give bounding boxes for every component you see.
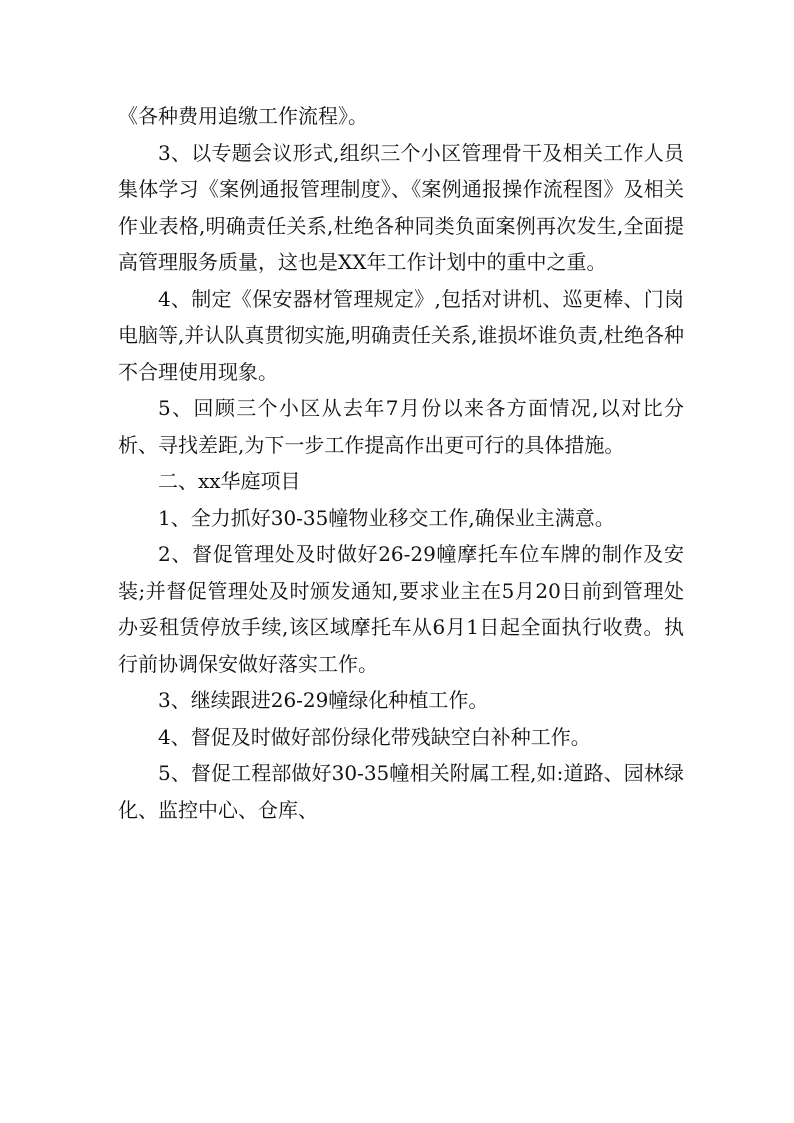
paragraph-item-1: 1、全力抓好30-35幢物业移交工作,确保业主满意。 [158, 505, 615, 530]
paragraph-item-3: 3、以专题会议形式,组织三个小区管理骨干及相关工作人员集体学习《案例通报管理制度》、《案例通报操作流程图》及相关作业表格,明确责任关系,杜绝各种同类负面案例再次发生,全面提高管理服务质量，这也是XX年工作计划中的重中之重。 [118, 140, 684, 274]
section-heading: 二、xx华庭项目 [158, 469, 301, 493]
paragraph-item-4b: 4、督促及时做好部份绿化带残缺空白补种工作。 [158, 724, 591, 749]
paragraph-item-4: 4、制定《保安器材管理规定》,包括对讲机、巡更棒、门岗电脑等,并认队真贯彻实施,明确责任关系,谁损坏谁负责,杜绝各种不合理使用现象。 [118, 286, 684, 384]
document-body [118, 98, 684, 828]
paragraph-item-5: 5、回顾三个小区从去年7月份以来各方面情况,以对比分析、寻找差距,为下一步工作提高作出更可行的具体措施。 [118, 396, 684, 457]
paragraph-item-5b: 5、督促工程部做好30-35幢相关附属工程,如:道路、园林绿化、监控中心、仓库、 [118, 761, 684, 822]
paragraph-item-2: 2、督促管理处及时做好26-29幢摩托车位车牌的制作及安装;并督促管理处及时颁发通知,要求业主在5月20日前到管理处办妥租赁停放手续,该区域摩托车从6月1日起全面执行收费。执行前协调保安做好落实工作。 [118, 542, 684, 676]
paragraph-item-3b: 3、继续跟进26-29幢绿化种植工作。 [158, 688, 489, 712]
paragraph-continuation: 《各种费用追缴工作流程》。 [118, 104, 368, 128]
